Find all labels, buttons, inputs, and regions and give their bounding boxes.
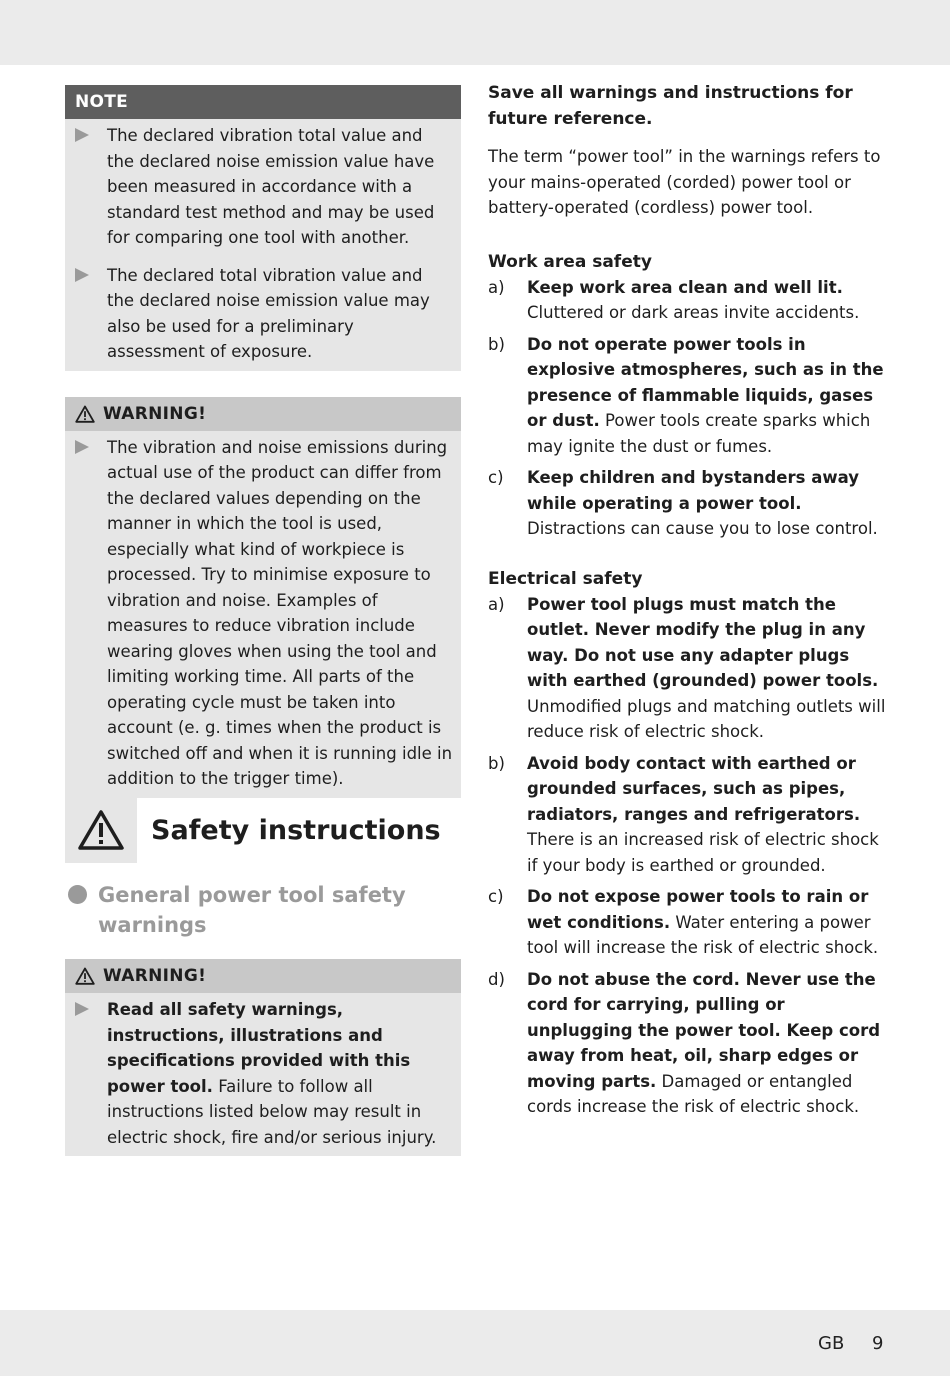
page-number: 9 <box>872 1333 884 1354</box>
heading-electrical: Electrical safety <box>488 568 643 589</box>
list-item: c) Do not expose power tools to rain or wet conditions. Water entering a power tool will increase the risk of electric shock. <box>488 887 879 957</box>
header-band <box>0 0 950 65</box>
list-item: b) Avoid body contact with earthed or grounded surfaces, such as pipes, radiators, ranges and refrigerators. There is an increased risk of electric shock if your body is earthed or grounded. <box>488 753 879 875</box>
footer-band <box>0 1310 950 1376</box>
save-instructions: Save all warnings and instructions for future reference. <box>488 83 853 129</box>
subsection-heading: General power tool safety warnings <box>68 880 461 940</box>
warning-item: The vibration and noise emissions during actual use of the product can differ from the declared values depending on the manner in which the tool is used, especially what kind of workpiece is processed. Try to minimise exposure to vibration and noise. Examples of measures to reduce vibration include wearing gloves when using the tool and limiting working time. All parts of the operating cycle must be taken into account (e. g. times when the product is switched off and when it is running idle in addition to the trigger time). <box>75 435 453 792</box>
list-item: b) Do not operate power tools in explosive atmospheres, such as in the presence of flammable liquids, gases or dust. Power tools create sparks which may ignite the dust or fumes. <box>488 334 884 456</box>
warning-item: Read all safety warnings, instructions, illustrations and specifications provided with this power tool. Failure to follow all instructions listed below may result in electric shock, fire and/or serious injury. <box>75 997 453 1150</box>
list-item: c) Keep children and bystanders away while operating a power tool. Distractions can cause you to lose control. <box>488 468 878 538</box>
warning-box-vibration <box>65 397 461 798</box>
power-tool-term: The term “power tool” in the warnings refers to your mains-operated (corded) power tool or battery-operated (cordless) power tool. <box>488 147 881 217</box>
warning-box-general <box>65 959 461 1156</box>
bullet-arrow-icon <box>75 1002 89 1016</box>
warning-heading: WARNING! <box>65 397 461 431</box>
bullet-dot-icon <box>68 885 87 904</box>
bullet-arrow-icon <box>75 128 89 142</box>
note-item: The declared total vibration value and the declared noise emission value may also be used for a preliminary assessment of exposure. <box>75 263 453 365</box>
right-column <box>488 81 888 1126</box>
note-item: The declared vibration total value and the declared noise emission value have been measured in accordance with a standard test method and may be used for comparing one tool with another. <box>75 123 453 251</box>
note-heading: NOTE <box>65 85 461 119</box>
note-box <box>65 85 461 371</box>
heading-work-area: Work area safety <box>488 251 652 272</box>
warning-triangle-icon <box>75 405 95 423</box>
page-title: Safety instructions <box>151 814 441 846</box>
footer-language: GB <box>818 1333 845 1354</box>
bullet-arrow-icon <box>75 440 89 454</box>
warning-triangle-icon <box>77 809 125 851</box>
list-item: a) Power tool plugs must match the outlet. Never modify the plug in any way. Do not use any adapter plugs with earthed (grounded) power tools. Unmodified plugs and matching outlets will reduce risk of electric shock. <box>488 594 886 741</box>
left-column <box>65 85 461 798</box>
list-item: d) Do not abuse the cord. Never use the cord for carrying, pulling or unplugging the power tool. Keep cord away from heat, oil, sharp edges or moving parts. Damaged or entangled cords increase the risk of electric shock. <box>488 969 881 1116</box>
bullet-arrow-icon <box>75 268 89 282</box>
warning-heading: WARNING! <box>65 959 461 993</box>
list-item: a) Keep work area clean and well lit. Cluttered or dark areas invite accidents. <box>488 277 860 322</box>
section-title <box>65 797 461 863</box>
warning-triangle-icon <box>75 967 95 985</box>
